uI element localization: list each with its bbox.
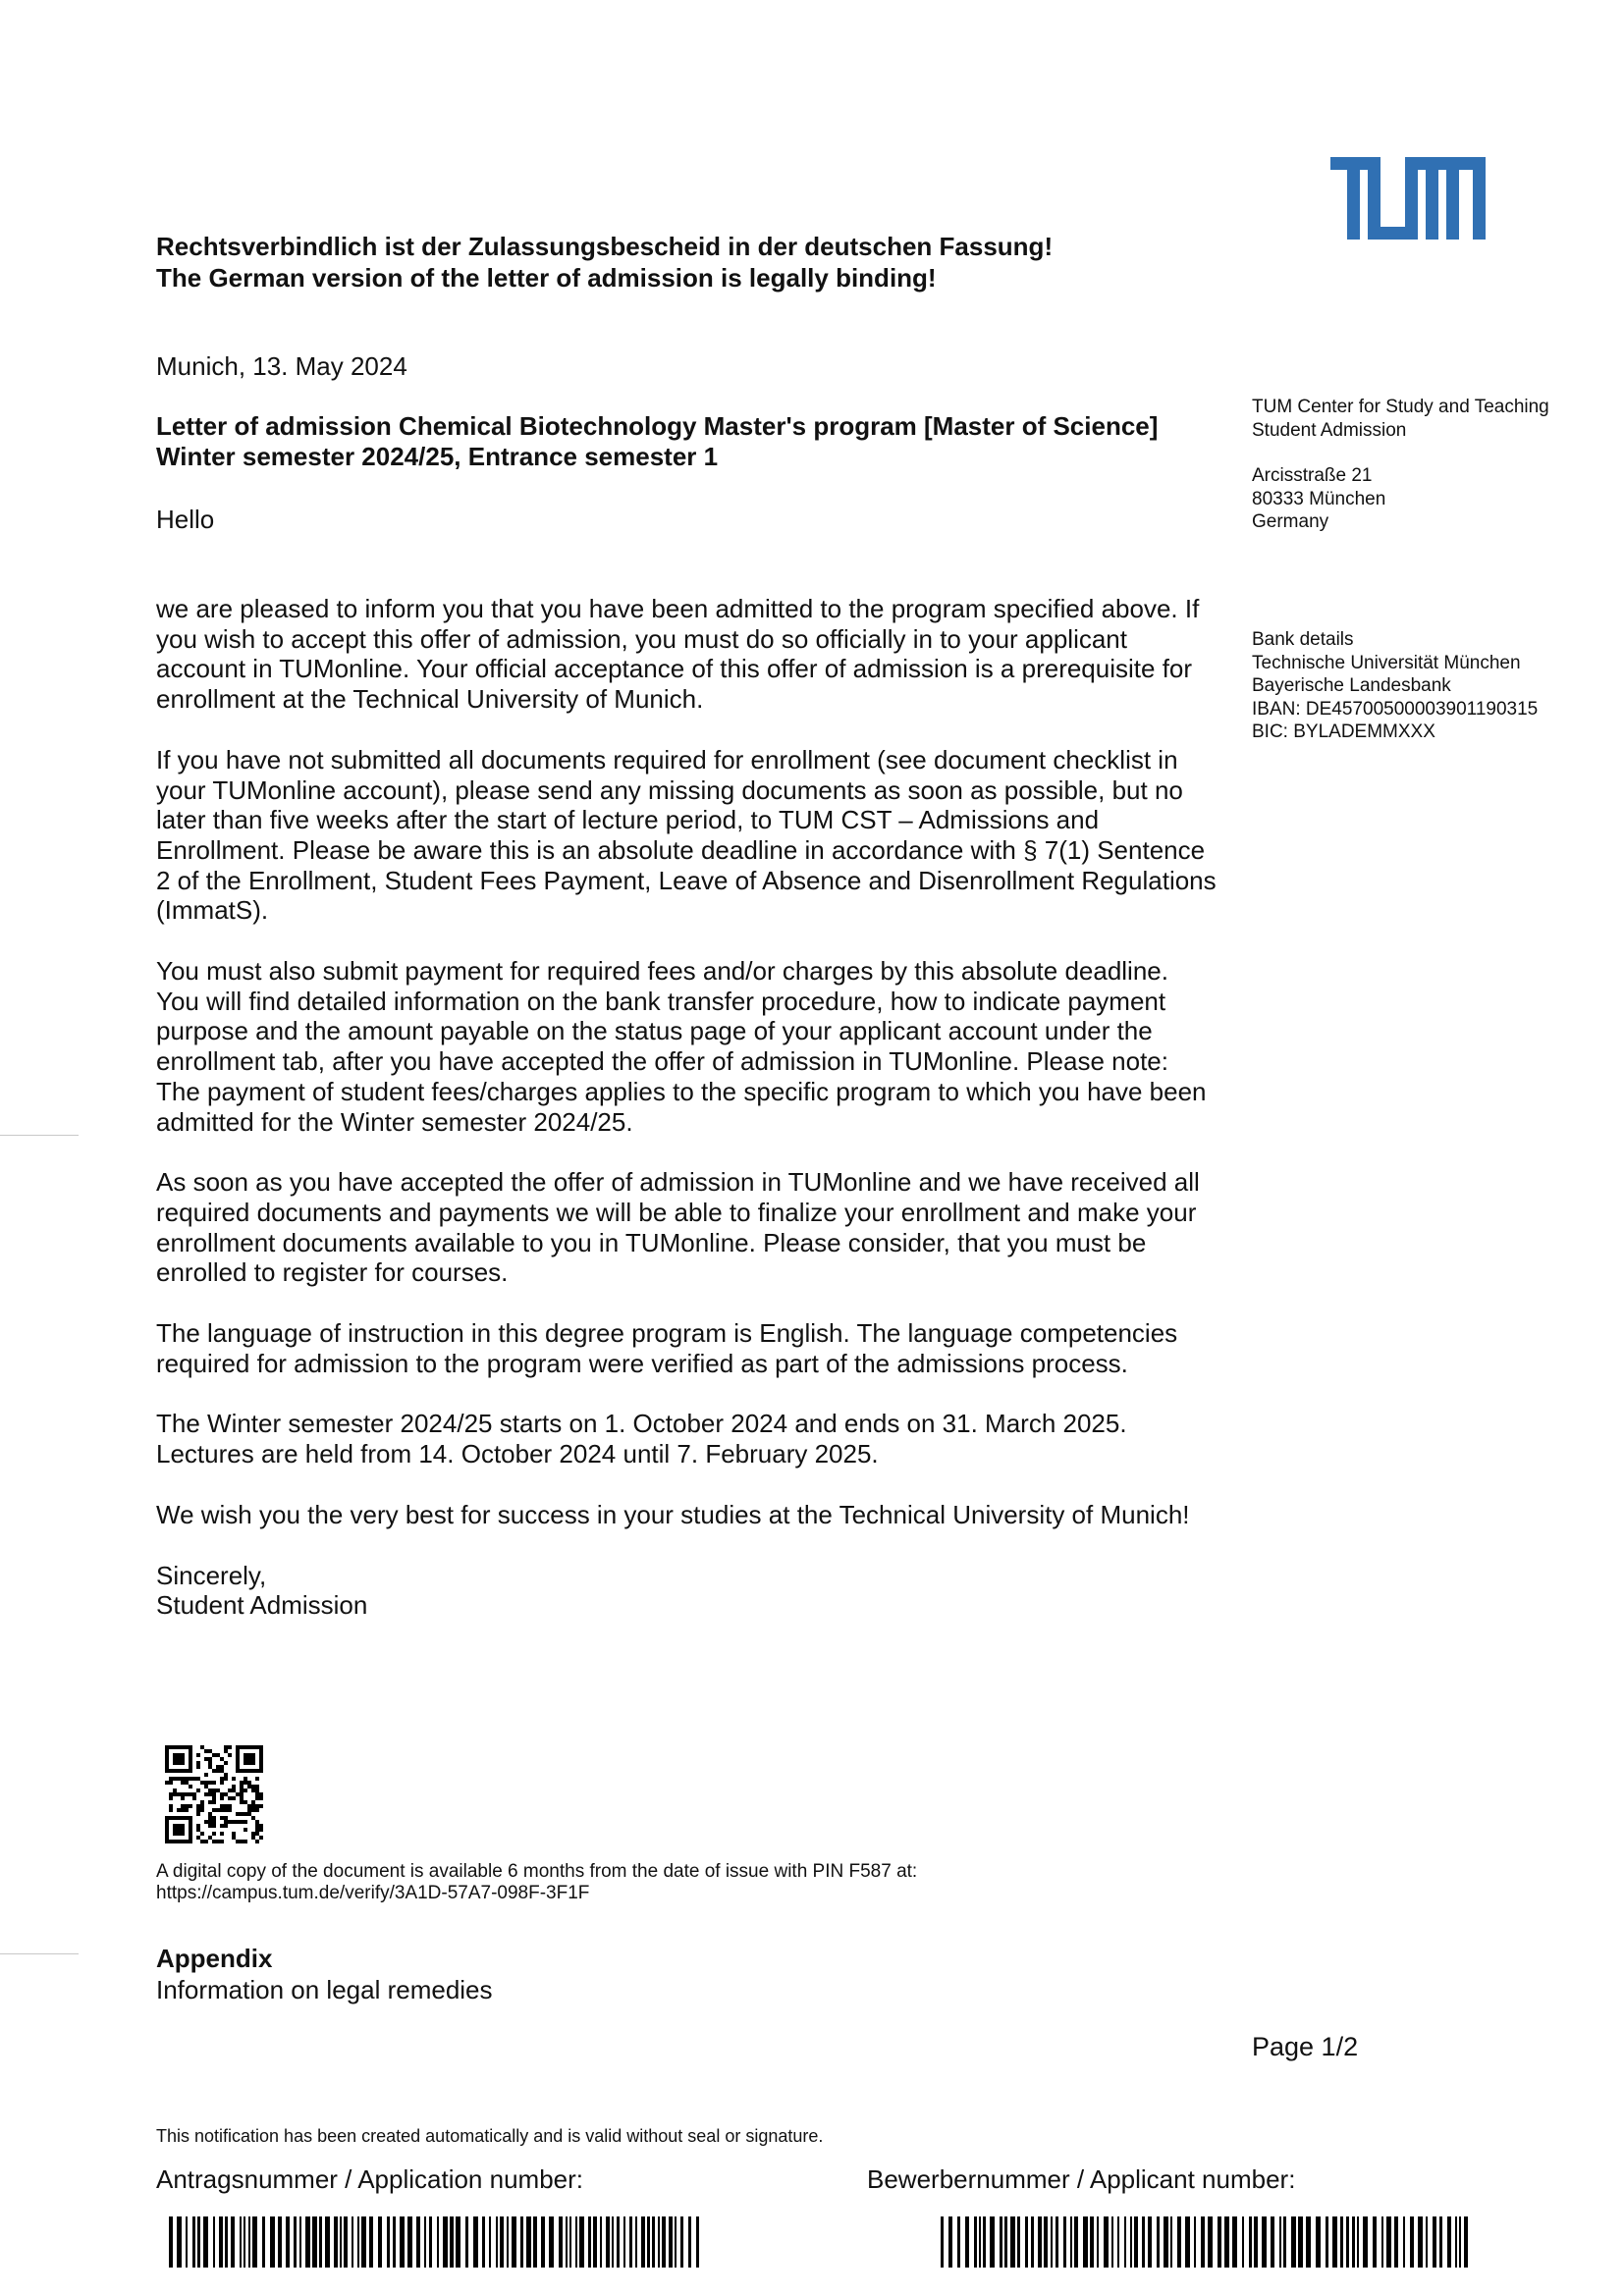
redacted-name <box>221 503 447 542</box>
sender-address <box>1252 396 1549 534</box>
barcode-icon <box>169 2216 699 2268</box>
letter-body <box>156 594 1217 1621</box>
closing <box>156 1561 1217 1621</box>
verification-text: A digital copy of the document is available 6 months from the date of issue with PIN F587 at: <box>156 1861 918 1882</box>
fold-mark <box>0 1135 79 1136</box>
body-paragraph: As soon as you have accepted the offer of admission in TUMonline and we have received all required documents and payments we will be able to finalize your enrollment and make your enrollment documents available to you in TUMonline. Please consider, that you must be enrolled to register for courses. <box>156 1167 1200 1288</box>
body-paragraph: You must also submit payment for required fees and/or charges by this absolute deadline. You will find detailed information on the bank transfer procedure, how to indicate payment purpose and the amount payable on the status page of your applicant account under the enrollment tab, after you have accepted the offer of admission in TUMonline. Please note: The payment of student fees/charges applies to the specific program to which you have been admitted for the Winter semester 2024/25. <box>156 956 1207 1137</box>
page-number: Page 1/2 <box>1252 2032 1359 2061</box>
bank-title: Bank details <box>1252 629 1354 650</box>
sender-country: Germany <box>1252 511 1329 532</box>
body-paragraph: The language of instruction in this degree program is English. The language competencies required for admission to the program were verified as part of the admissions process. <box>156 1318 1178 1378</box>
bank-iban: IBAN: DE45700500003901190315 <box>1252 698 1539 720</box>
sender-unit: Student Admission <box>1252 419 1407 441</box>
barcode-icon <box>941 2216 1471 2268</box>
appendix-item: Information on legal remedies <box>156 1975 493 2004</box>
appendix-title: Appendix <box>156 1944 273 1973</box>
closing-salutation: Sincerely, <box>156 1560 267 1590</box>
sender-street: Arcisstraße 21 <box>1252 465 1373 486</box>
verification-info <box>156 1861 917 1904</box>
bank-details <box>1252 628 1538 744</box>
body-paragraph: The Winter semester 2024/25 starts on 1. October 2024 and ends on 31. March 2025. Lectures are held from 14. October 2024 until 7. February 2025. <box>156 1409 1127 1469</box>
body-paragraph: We wish you the very best for success in your studies at the Technical University of Munich! <box>156 1499 1190 1529</box>
qr-code-icon <box>165 1745 263 1843</box>
letter-date: Munich, 13. May 2024 <box>156 351 407 381</box>
bank-holder: Technische Universität München <box>1252 652 1521 673</box>
body-paragraph: If you have not submitted all documents required for enrollment (see document checklist in your TUMonline account), please send any missing documents as soon as possible, but no later than five weeks after the start of lecture period, to TUM CST – Admissions and Enrollment. Please be aware this is an absolute deadline in accordance with § 7(1) Sentence 2 of the Enrollment, Student Fees Payment, Leave of Absence and Disenrollment Regulations (ImmatS). <box>156 744 1217 926</box>
verification-url[interactable]: https://campus.tum.de/verify/3A1D-57A7-098F-3F1F <box>156 1883 590 1903</box>
application-number-label: Antragsnummer / Application number: <box>156 2164 583 2194</box>
fold-mark <box>0 1953 79 1954</box>
greeting: Hello <box>156 505 215 534</box>
legal-notice-en: The German version of the letter of admission is legally binding! <box>156 263 937 293</box>
tum-logo-icon <box>1330 157 1486 240</box>
sender-city: 80333 München <box>1252 488 1386 509</box>
legal-notice-de: Rechtsverbindlich ist der Zulassungsbescheid in der deutschen Fassung! <box>156 232 1054 261</box>
body-paragraph: we are pleased to inform you that you have been admitted to the program specified above. If you wish to accept this offer of admission, you must do so officially in to your applicant account in TUMonline. Your official acceptance of this offer of admission is a prerequisite for enrollment at the Technical University of Munich. <box>156 594 1200 715</box>
sender-department: TUM Center for Study and Teaching <box>1252 397 1549 417</box>
bank-name: Bayerische Landesbank <box>1252 675 1451 696</box>
signature: Student Admission <box>156 1590 368 1621</box>
footer-note: This notification has been created automatically and is valid without seal or signature. <box>156 2126 824 2146</box>
letter-subject: Letter of admission Chemical Biotechnology Master's program [Master of Science] Winter semester 2024/25, Entrance semester 1 <box>156 411 1159 471</box>
bank-bic: BIC: BYLADEMMXXX <box>1252 721 1435 742</box>
applicant-number-label: Bewerbernummer / Applicant number: <box>867 2164 1296 2194</box>
legal-notice <box>156 231 1053 294</box>
